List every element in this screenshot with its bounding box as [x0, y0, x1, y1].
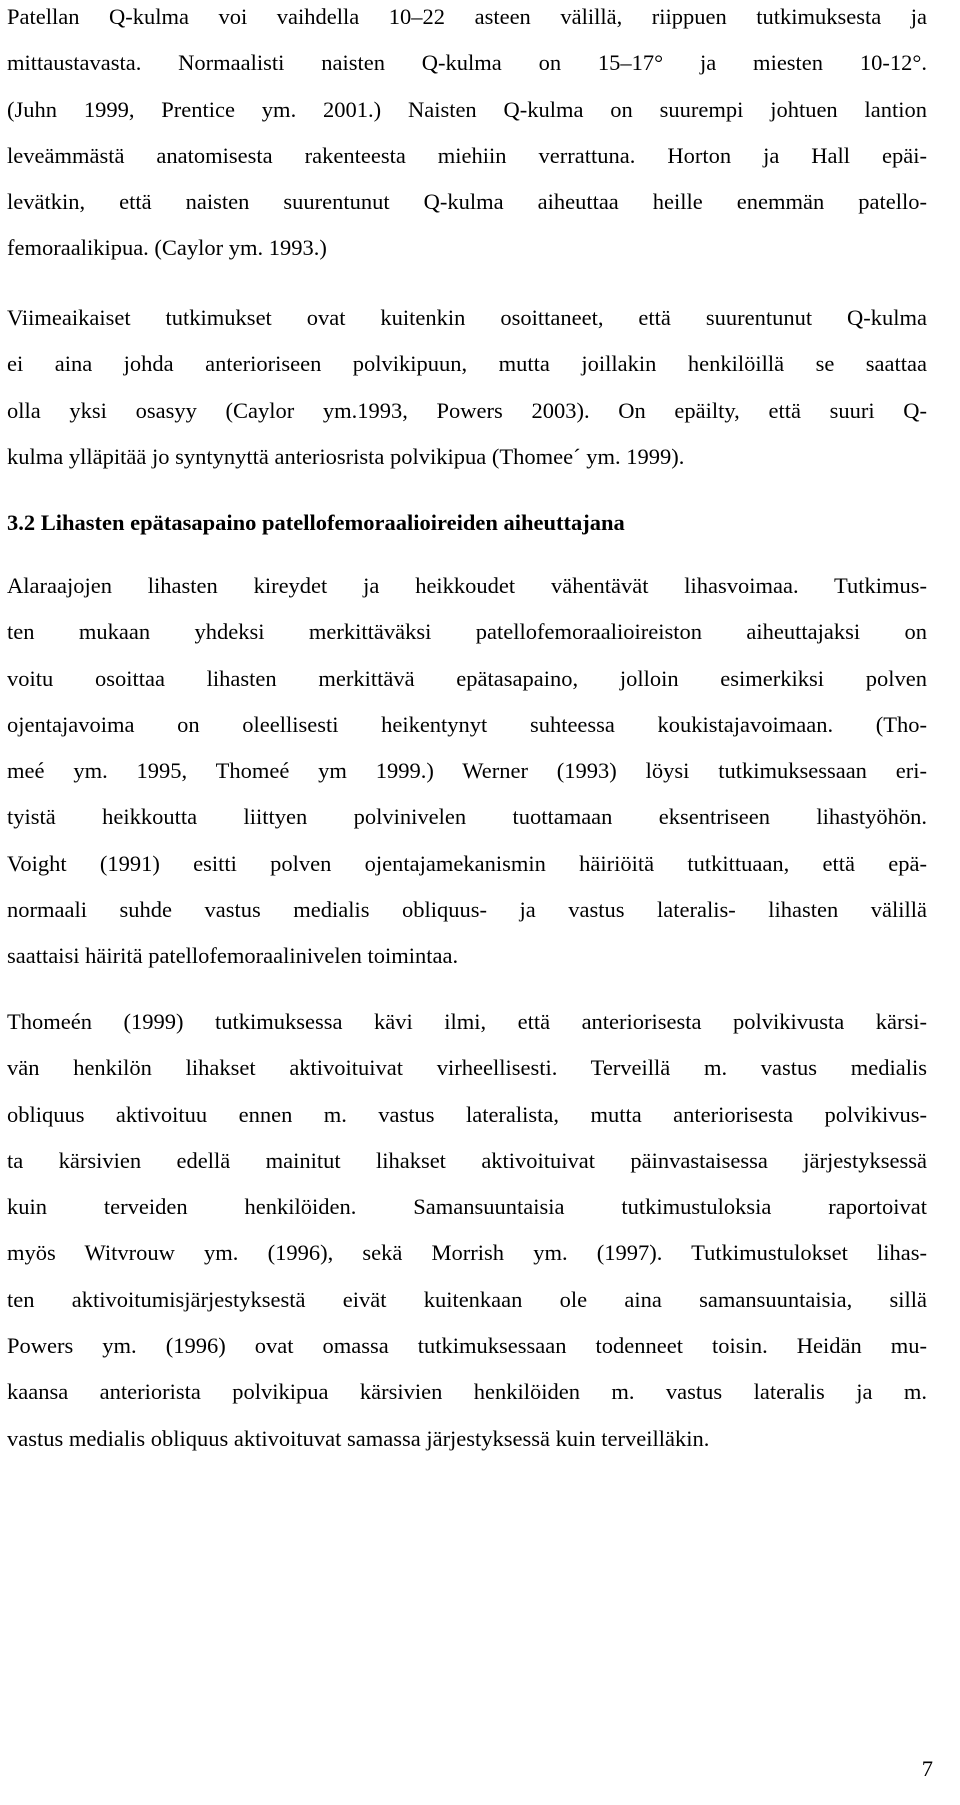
- text-line: Alaraajojen lihasten kireydet ja heikkoudet vähentävät lihasvoimaa. Tutkimus-: [7, 573, 927, 598]
- text-line: Powers ym. (1996) ovat omassa tutkimuksessaan todenneet toisin. Heidän mu-: [7, 1333, 927, 1359]
- text-line: obliquus aktivoituu ennen m. vastus lateralista, mutta anteriorisesta polvikivus-: [7, 1101, 927, 1127]
- text-line: ten mukaan yhdeksi merkittäväksi patellofemoraalioireiston aiheuttajaksi on: [7, 619, 927, 645]
- text-line: voitu osoittaa lihasten merkittävä epätasapaino, jolloin esimerkiksi polven: [7, 665, 927, 691]
- paragraph-4: [7, 999, 927, 1462]
- text-line: kuin terveiden henkilöiden. Samansuuntaisia tutkimustuloksia raportoivat: [7, 1194, 927, 1220]
- text-line: kulma ylläpitää jo syntynyttä anteriosrista polvikipua (Thomee´ ym. 1999).: [7, 443, 685, 469]
- text-line: Viimeaikaiset tutkimukset ovat kuitenkin osoittaneet, että suurentunut Q-kulma: [7, 305, 927, 330]
- text-line: myös Witvrouw ym. (1996), sekä Morrish ym. (1997). Tutkimustulokset lihas-: [7, 1240, 927, 1266]
- text-line: olla yksi osasyy (Caylor ym.1993, Powers 2003). On epäilty, että suuri Q-: [7, 397, 927, 423]
- text-line: normaali suhde vastus medialis obliquus- ja vastus lateralis- lihasten välillä: [7, 897, 927, 923]
- heading-text: 3.2 Lihasten epätasapaino patellofemoraalioireiden aiheuttajana: [7, 510, 625, 535]
- paragraph-1: [7, 0, 927, 272]
- text-line: ta kärsivien edellä mainitut lihakset aktivoituivat päinvastaisessa järjestyksessä: [7, 1147, 927, 1173]
- text-line: femoraalikipua. (Caylor ym. 1993.): [7, 235, 327, 261]
- page-number: 7: [921, 1756, 933, 1781]
- text-line: saattaisi häiritä patellofemoraalinivelen toimintaa.: [7, 943, 459, 969]
- text-line: kaansa anteriorista polvikipua kärsivien henkilöiden m. vastus lateralis ja m.: [7, 1379, 927, 1405]
- paragraph-3: [7, 563, 927, 980]
- text-line: ojentajavoima on oleellisesti heikentynyt suhteessa koukistajavoimaan. (Tho-: [7, 711, 927, 737]
- text-line: vastus medialis obliquus aktivoituvat samassa järjestyksessä kuin terveilläkin.: [7, 1425, 710, 1451]
- text-line: meé ym. 1995, Thomeé ym 1999.) Werner (1993) löysi tutkimuksessaan eri-: [7, 758, 927, 784]
- text-line: Thomeén (1999) tutkimuksessa kävi ilmi, että anteriorisesta polvikivusta kärsi-: [7, 1009, 927, 1034]
- paragraph-2: [7, 295, 927, 480]
- text-line: leveämmästä anatomisesta rakenteesta miehiin verrattuna. Horton ja Hall epäi-: [7, 142, 927, 168]
- text-line: levätkin, että naisten suurentunut Q-kulma aiheuttaa heille enemmän patello-: [7, 189, 927, 215]
- text-line: Voight (1991) esitti polven ojentajamekanismin häiriöitä tutkittuaan, että epä-: [7, 850, 927, 876]
- text-line: tyistä heikkoutta liittyen polvinivelen tuottamaan eksentriseen lihastyöhön.: [7, 804, 927, 830]
- text-line: ten aktivoitumisjärjestyksestä eivät kuitenkaan ole aina samansuuntaisia, sillä: [7, 1286, 927, 1312]
- text-line: vän henkilön lihakset aktivoituivat virheellisesti. Terveillä m. vastus medialis: [7, 1055, 927, 1081]
- text-line: (Juhn 1999, Prentice ym. 2001.) Naisten Q-kulma on suurempi johtuen lantion: [7, 96, 927, 122]
- text-line: ei aina johda anterioriseen polvikipuun, mutta joillakin henkilöillä se saattaa: [7, 351, 927, 377]
- text-line: Patellan Q-kulma voi vaihdella 10–22 asteen välillä, riippuen tutkimuksesta ja: [7, 4, 927, 29]
- section-heading: [7, 500, 927, 546]
- text-line: mittaustavasta. Normaalisti naisten Q-kulma on 15–17° ja miesten 10-12°.: [7, 50, 927, 76]
